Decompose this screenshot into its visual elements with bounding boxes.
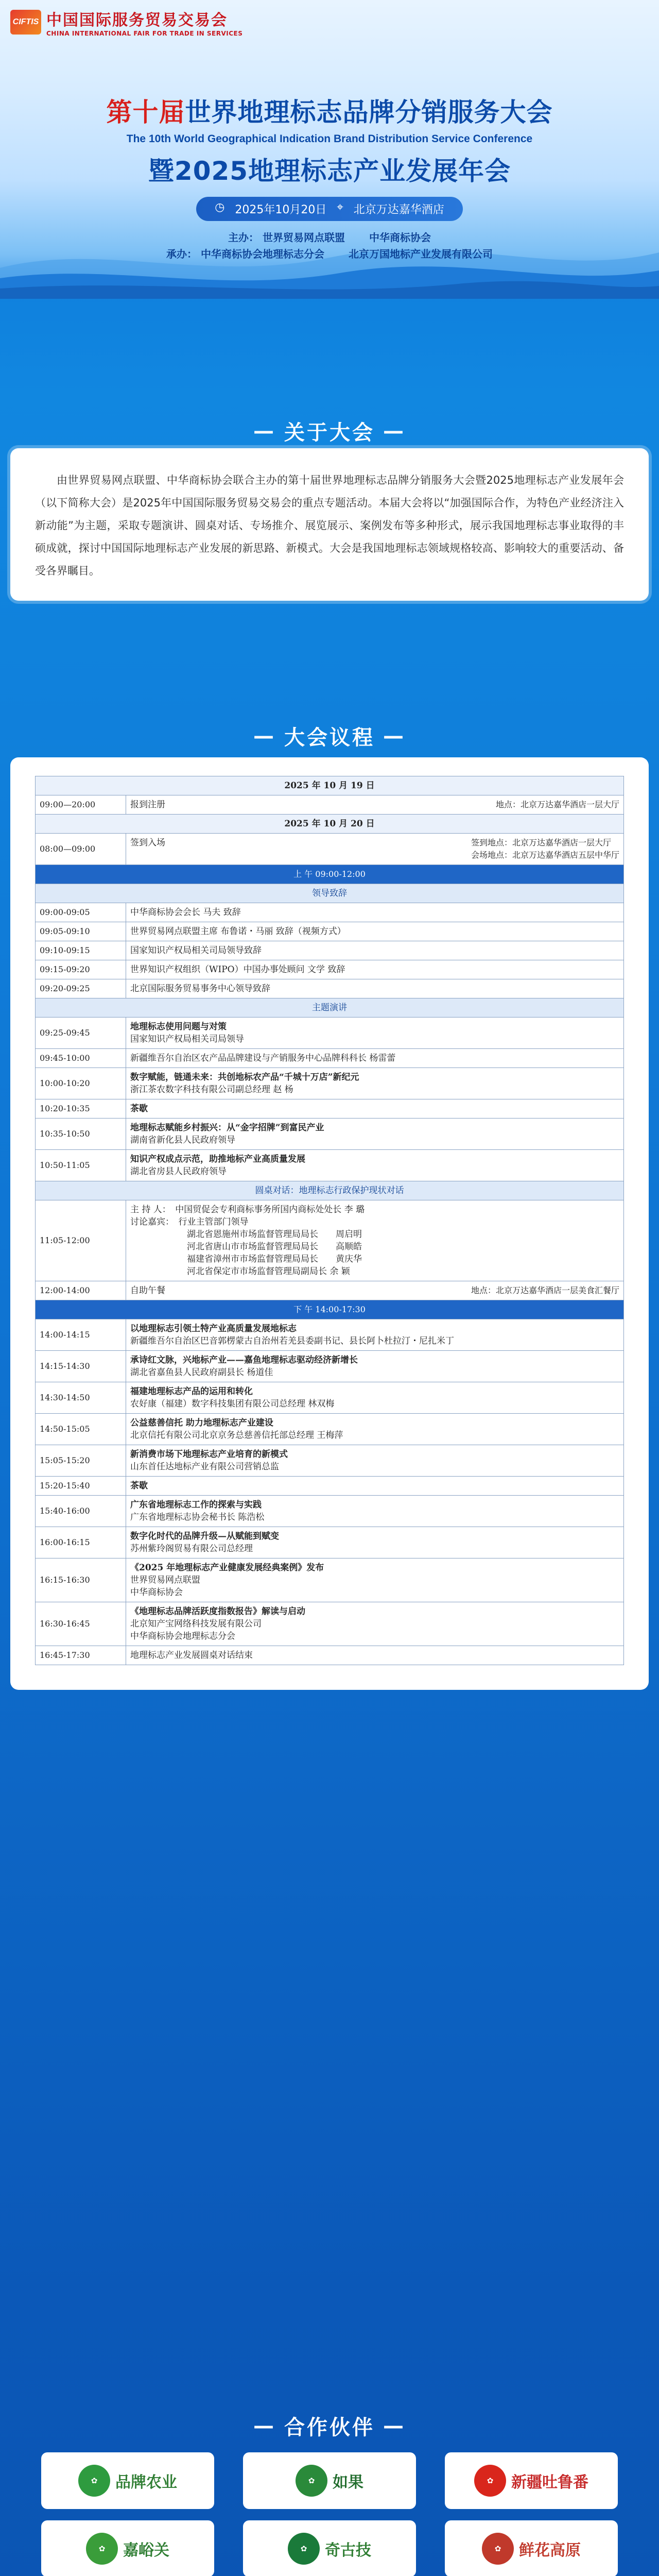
table-row: 09:20-09:25 北京国际服务贸易事务中心领导致辞 [36, 979, 624, 998]
partner-logo [445, 2452, 618, 2509]
talk-speaker: 苏州紫玲阁贸易有限公司总经理 [130, 1544, 253, 1554]
talk-title: 数字赋能，链通未来：共创地标农产品“千城十万店”新纪元 [130, 1072, 359, 1082]
table-row: 2025 年 10 月 19 日 [36, 776, 624, 795]
hero-title-en: The 10th World Geographical Indication Brand Distribution Service Conference [126, 133, 533, 145]
talk-speaker: 新疆维吾尔自治区巴音郭楞蒙古自治州若羌县委副书记、县长阿卜杜拉汀・尼扎米丁 [130, 1336, 454, 1346]
guest-item: 湖北省恩施州市场监督管理局局长 周启明 [187, 1229, 362, 1240]
talk-title: 地理标志使用问题与对策 [130, 1022, 227, 1032]
agenda-table [35, 776, 624, 1665]
partner-logo [243, 2520, 416, 2576]
talk-title: 广东省地理标志工作的探索与实践 [130, 1500, 262, 1510]
talk-title: 地理标志赋能乡村振兴：从“金字招牌”到富民产业 [130, 1123, 324, 1133]
talk-speaker: 广东省地理标志协会秘书长 陈浩松 [130, 1512, 265, 1522]
table-row: 10:00-10:20 数字赋能，链通未来：共创地标农产品“千城十万店”新纪元 浙江茶农数字科技有限公司副总经理 赵 杨 [36, 1068, 624, 1099]
partner-name: 奇古技 [325, 2541, 371, 2560]
partner-emblem-icon: ✿ [482, 2533, 514, 2565]
organizers: 主办： 世界贸易网点联盟 中华商标协会 承办： 中华商标协会地理标志分会 北京万国地标产业发展有限公司 [166, 231, 493, 260]
ciftis-logo-icon: CIFTIS [10, 10, 41, 35]
talk-title: 公益慈善信托 助力地理标志产业建设 [130, 1418, 273, 1428]
event-date: 2025年10月20日 [235, 204, 327, 216]
guest-item: 河北省保定市市场监督管理局副局长 余 颖 [187, 1266, 350, 1277]
talk-speaker: 湖北省嘉鱼县人民政府副县长 杨道佳 [130, 1367, 273, 1378]
table-row: 14:50-15:05 公益慈善信托 助力地理标志产业建设 北京信托有限公司北京京务总慈善信托部总经理 王梅萍 [36, 1414, 624, 1445]
table-row: 09:45-10:00 新疆维吾尔自治区农产品品牌建设与产销服务中心品牌科科长 杨雷蕾 [36, 1049, 624, 1068]
partners-grid [41, 2452, 618, 2576]
talk-title: 知识产权成点示范，助推地标产业高质量发展 [130, 1154, 305, 1164]
partner-emblem-icon: ✿ [296, 2465, 327, 2497]
talk-title: 以地理标志引领土特产业高质量发展地标志 [130, 1324, 297, 1334]
table-row: 09:25-09:45 地理标志使用问题与对策 国家知识产权局相关司局领导 [36, 1018, 624, 1049]
hero-subtitle: 暨2025地理标志产业发展年会 [148, 156, 511, 186]
table-row: 领导致辞 [36, 884, 624, 903]
event-venue: 北京万达嘉华酒店 [353, 204, 444, 216]
agenda-heading: — 大会议程 — [253, 724, 406, 750]
table-row: 14:30-14:50 福建地理标志产品的运用和转化 农好康（福建）数字科技集团有限公司总经理 林双梅 [36, 1382, 624, 1414]
talk-speaker: 新疆维吾尔自治区农产品品牌建设与产销服务中心品牌科科长 杨雷蕾 [130, 1053, 396, 1063]
table-row: 15:40-16:00 广东省地理标志工作的探索与实践 广东省地理标志协会秘书长 陈浩松 [36, 1496, 624, 1527]
talk-title: 福建地理标志产品的运用和转化 [130, 1386, 253, 1397]
table-row: 14:00-14:15 以地理标志引领土特产业高质量发展地标志 新疆维吾尔自治区巴音郭楞蒙古自治州若羌县委副书记、县长阿卜杜拉汀・尼扎米丁 [36, 1319, 624, 1351]
talk-speaker: 农好康（福建）数字科技集团有限公司总经理 林双梅 [130, 1399, 335, 1409]
table-row: 12:00-14:00 自助午餐 地点：北京万达嘉华酒店一层美食汇餐厅 [36, 1281, 624, 1300]
logo [10, 7, 242, 37]
talk-title: 茶歇 [130, 1104, 148, 1114]
talk-speaker: 山东首任达地标产业有限公司营销总监 [130, 1462, 279, 1472]
about-heading: — 关于大会 — [253, 419, 406, 445]
partner-name: 品牌农业 [115, 2473, 177, 2492]
table-row: 10:35-10:50 地理标志赋能乡村振兴：从“金字招牌”到富民产业 湖南省新化县人民政府领导 [36, 1118, 624, 1150]
logo-en-name: CHINA INTERNATIONAL FAIR FOR TRADE IN SERVICES [46, 30, 243, 37]
table-row: 09:05-09:10 世界贸易网点联盟主席 布鲁诺・马丽 致辞（视频方式） [36, 922, 624, 941]
talk-speaker: 浙江茶农数字科技有限公司副总经理 赵 杨 [130, 1084, 293, 1095]
talk-title: 承诗红文脉，兴地标产业——嘉鱼地理标志驱动经济新增长 [130, 1355, 358, 1365]
partner-name: 新疆吐鲁番 [511, 2473, 588, 2492]
table-row: 主题演讲 [36, 998, 624, 1018]
guest-item: 河北省唐山市市场监督管理局局长 高顺皓 [187, 1242, 362, 1252]
table-row: 16:00-16:15 数字化时代的品牌升级—从赋能到赋变 苏州紫玲阁贸易有限公司总经理 [36, 1527, 624, 1558]
hero-title: 第十届世界地理标志品牌分销服务大会 [106, 97, 553, 127]
table-row: 圆桌对话：地理标志行政保护现状对话 [36, 1181, 624, 1200]
table-row: 08:00—09:00 签到入场 签到地点：北京万达嘉华酒店一层大厅 会场地点：北京万达嘉华酒店五层中华厅 [36, 834, 624, 865]
partner-logo [41, 2520, 214, 2576]
partner-emblem-icon: ✿ [86, 2533, 118, 2565]
table-row: 下 午 14:00-17:30 [36, 1300, 624, 1319]
agenda-section [10, 724, 649, 1690]
about-body: 由世界贸易网点联盟、中华商标协会联合主办的第十届世界地理标志品牌分销服务大会暨2025地理标志产业发展年会（以下简称大会）是2025年中国国际服务贸易交易会的重点专题活动。本届大会将以“加强国际合作，为特色产业经济注入新动能”为主题，采取专题演讲、圆桌对话、专场推介、展览展示、案例发布等多种形式，展示我国地理标志事业取得的丰硕成就，探讨中国国际地理标志产业发展的新思路、新模式。大会是我国地理标志领域规格较高、影响较大的重要活动、备受各界瞩目。 [35, 474, 624, 577]
logo-cn-name: 中国国际服务贸易交易会 [46, 11, 228, 29]
table-row: 2025 年 10 月 20 日 [36, 815, 624, 834]
about-section [10, 419, 649, 601]
table-row: 15:20-15:40 茶歇 [36, 1477, 624, 1496]
partner-name: 嘉峪关 [123, 2541, 169, 2560]
table-row: 15:05-15:20 新消费市场下地理标志产业培育的新模式 山东首任达地标产业有限公司营销总监 [36, 1445, 624, 1477]
table-row: 09:00-09:05 中华商标协会会长 马夫 致辞 [36, 903, 624, 922]
table-row: 09:00—20:00 报到注册 地点：北京万达嘉华酒店一层大厅 [36, 795, 624, 815]
table-row: 09:15-09:20 世界知识产权组织（WIPO）中国办事处顾问 文学 致辞 [36, 960, 624, 979]
partner-logo [445, 2520, 618, 2576]
table-row: 14:15-14:30 承诗红文脉，兴地标产业——嘉鱼地理标志驱动经济新增长 湖北省嘉鱼县人民政府副县长 杨道佳 [36, 1351, 624, 1382]
partner-logo [243, 2452, 416, 2509]
table-row: 16:15-16:30 《2025 年地理标志产业健康发展经典案例》发布 世界贸易网点联盟 中华商标协会 [36, 1558, 624, 1602]
partner-logo [41, 2452, 214, 2509]
table-row: 11:05-12:00 主 持 人： 中国贸促会专利商标事务所国内商标处处长 李 璐 讨论嘉宾： 行业主管部门领导 湖北省恩施州市场监督管理局局长 周启明 河北省唐山市市场监督管理局局长 高顺皓 福建省漳州市市场监督管理局局长 黄庆华 河北省保定市市场监督管理局副局长 余 颖 [36, 1200, 624, 1281]
talk-speaker: 北京信托有限公司北京京务总慈善信托部总经理 王梅萍 [130, 1430, 343, 1440]
partner-emblem-icon: ✿ [78, 2465, 110, 2497]
partner-emblem-icon: ✿ [474, 2465, 506, 2497]
table-row: 16:30-16:45 《地理标志品牌活跃度指数报告》解读与启动 北京知产宝网络科技发展有限公司 中华商标协会地理标志分会 [36, 1602, 624, 1646]
hero-banner [0, 0, 659, 299]
table-row: 上 午 09:00-12:00 [36, 865, 624, 884]
talk-title: 茶歇 [130, 1481, 148, 1491]
partner-name: 鲜花高原 [519, 2541, 581, 2560]
partner-emblem-icon: ✿ [288, 2533, 320, 2565]
talk-speaker: 湖北省房县人民政府领导 [130, 1166, 227, 1177]
talk-title: 数字化时代的品牌升级—从赋能到赋变 [130, 1531, 279, 1541]
guest-item: 福建省漳州市市场监督管理局局长 黄庆华 [187, 1254, 362, 1264]
table-row: 16:45-17:30 地理标志产业发展圆桌对话结束 [36, 1646, 624, 1665]
event-date-badge [196, 197, 463, 221]
partners-heading: — 合作伙伴 — [253, 2414, 406, 2439]
talk-title: 新消费市场下地理标志产业培育的新模式 [130, 1449, 288, 1460]
table-row: 10:50-11:05 知识产权成点示范，助推地标产业高质量发展 湖北省房县人民政府领导 [36, 1150, 624, 1181]
clock-icon: ◷ [215, 201, 225, 214]
talk-speaker: 湖南省新化县人民政府领导 [130, 1135, 235, 1145]
talk-speaker: 国家知识产权局相关司局领导 [130, 1034, 244, 1044]
table-row: 10:20-10:35 茶歇 [36, 1099, 624, 1118]
location-icon: ⌖ [337, 201, 343, 214]
table-row: 09:10-09:15 国家知识产权局相关司局领导致辞 [36, 941, 624, 960]
partner-name: 如果 [333, 2473, 363, 2492]
